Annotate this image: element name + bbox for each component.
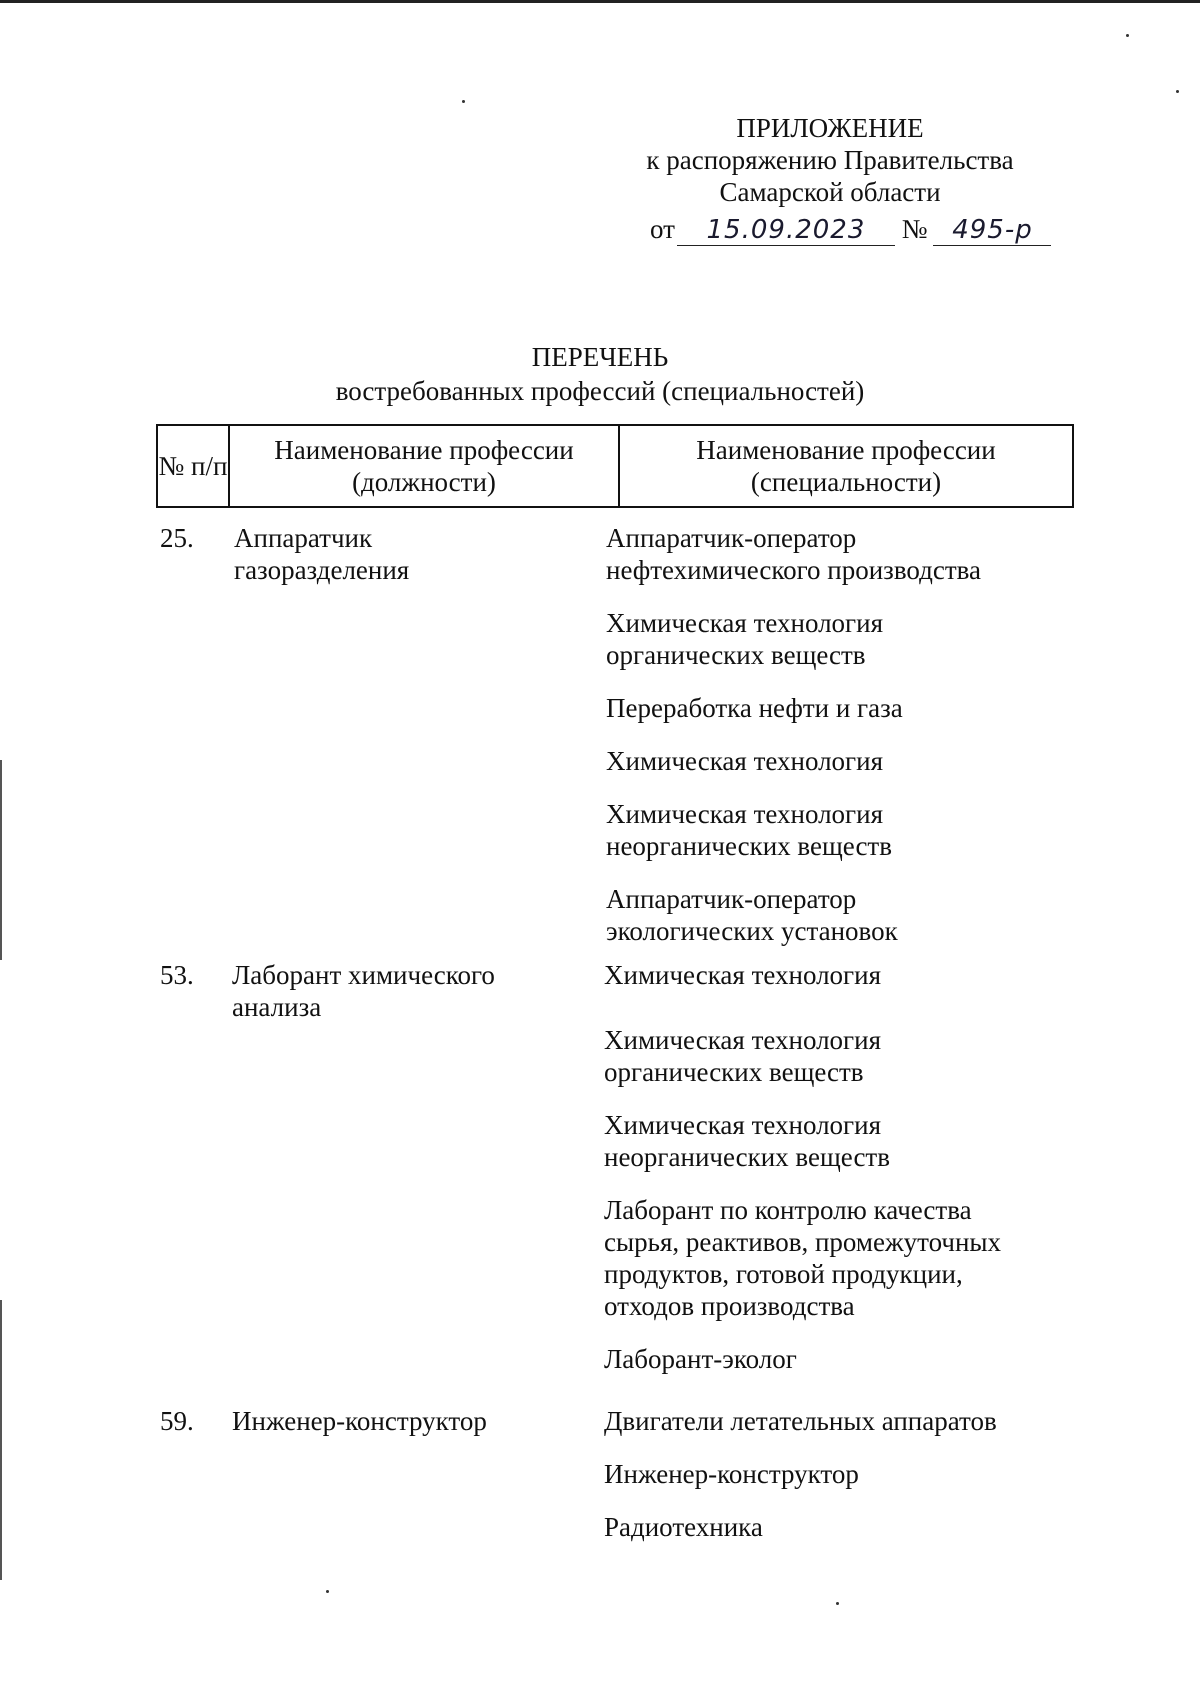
table-row (156, 522, 1074, 947)
row-specialties (552, 522, 1004, 947)
specialty-item: Переработка нефти и газа (606, 693, 903, 723)
date-field (677, 214, 895, 246)
scan-left-edge (0, 1300, 2, 1580)
scan-speck (326, 1590, 329, 1593)
title-sub: востребованных профессий (специальностей) (335, 376, 865, 406)
table-header (156, 424, 1074, 508)
scan-top-border (0, 0, 1200, 3)
annex-line-1: к распоряжению Правительства (646, 145, 1014, 175)
annex-line-2: Самарской области (719, 177, 941, 207)
document-title (300, 340, 900, 408)
number-prefix: № (901, 214, 928, 244)
row-number: 53. (160, 960, 194, 990)
row-profession: Аппаратчик газоразделения (234, 523, 410, 585)
specialty-item: Химическая технология неорганических веществ (604, 1110, 890, 1172)
handwritten-number: 495-р (952, 215, 1033, 245)
scan-left-edge (0, 760, 2, 960)
annex-dateline (650, 214, 1051, 246)
specialty-item: Аппаратчик-оператор нефтехимического производства (606, 523, 982, 585)
scan-speck (462, 100, 465, 103)
header-number: № п/п (158, 426, 230, 506)
specialty-item: Лаборант по контролю качества сырья, реактивов, промежуточных продуктов, готовой продукции, отходов производства (604, 1195, 1002, 1321)
date-prefix: от (650, 214, 675, 244)
title-main: ПЕРЕЧЕНЬ (531, 342, 669, 372)
table-row (156, 1405, 1074, 1543)
number-field (933, 214, 1051, 246)
annex-heading: ПРИЛОЖЕНИЕ (736, 113, 924, 143)
handwritten-date: 15.09.2023 (706, 215, 866, 245)
specialty-item: Лаборант-эколог (604, 1344, 797, 1374)
row-profession: Лаборант химического анализа (232, 960, 495, 1022)
specialty-item: Радиотехника (604, 1512, 763, 1542)
scan-speck (1126, 34, 1129, 37)
scan-speck (1176, 90, 1179, 93)
row-number: 59. (160, 1406, 194, 1436)
specialty-item: Двигатели летательных аппаратов (604, 1406, 997, 1436)
specialty-item: Инженер-конструктор (604, 1459, 859, 1489)
row-profession: Инженер-конструктор (232, 1406, 487, 1436)
specialty-item: Химическая технология органических веществ (604, 1025, 882, 1087)
header-profession: Наименование профессии (должности) (230, 426, 620, 506)
specialty-item: Химическая технология неорганических веществ (606, 799, 892, 861)
row-specialties (550, 959, 1002, 1375)
row-number: 25. (160, 523, 194, 553)
specialty-item: Химическая технология органических веществ (606, 608, 884, 670)
table-body (156, 522, 1074, 1543)
table-row (156, 959, 1074, 1375)
header-specialty: Наименование профессии (специальности) (696, 435, 996, 497)
specialty-item: Химическая технология (606, 746, 884, 776)
scan-speck (836, 1602, 839, 1605)
specialty-item: Аппаратчик-оператор экологических установок (606, 884, 898, 946)
annex-block (620, 112, 1040, 208)
row-specialties (550, 1405, 1002, 1543)
specialty-item: Химическая технология (604, 960, 882, 990)
